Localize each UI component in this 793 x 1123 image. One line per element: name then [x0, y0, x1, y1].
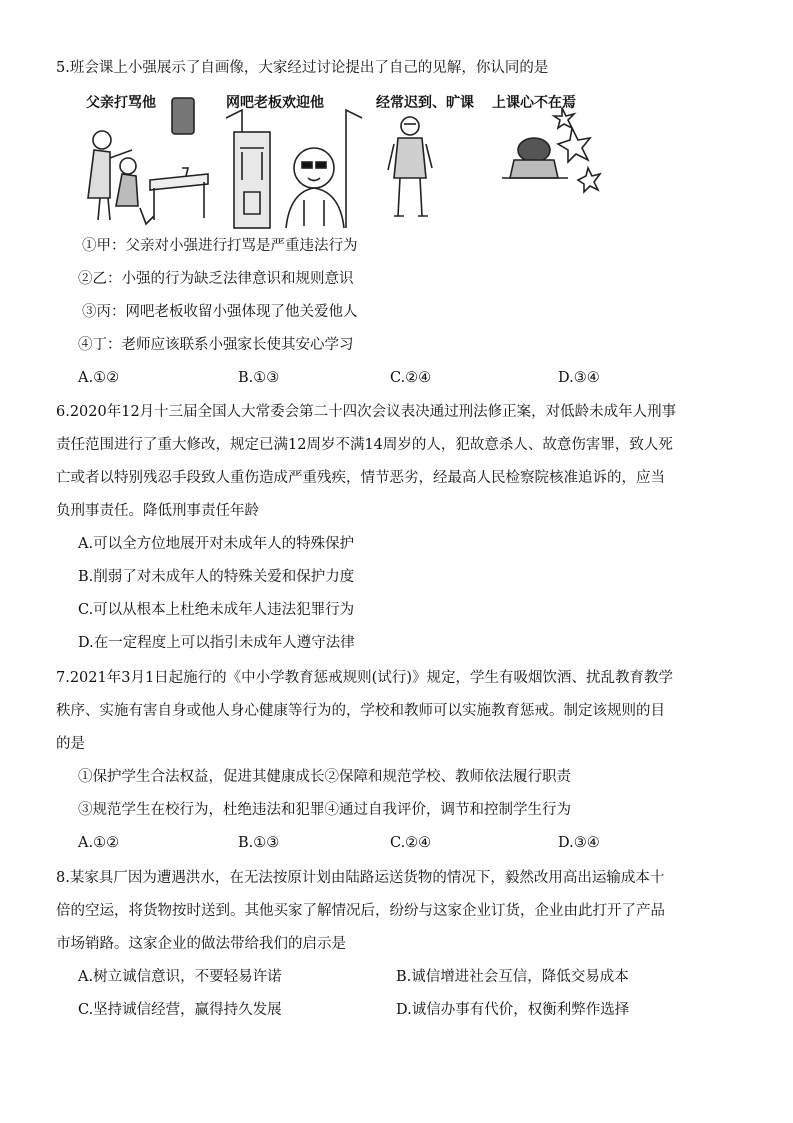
truancy-sketch	[376, 88, 486, 230]
panel-truancy-caption: 经常迟到、旷课	[376, 95, 474, 111]
q6-option-d[interactable]: D.在一定程度上可以指引未成年人遵守法律	[78, 635, 355, 651]
panel-truancy	[376, 88, 486, 230]
q7-option-c[interactable]: C.②④	[390, 835, 432, 851]
q7-stem-line-3: 的是	[56, 736, 85, 752]
q5-option-d[interactable]: D.③④	[558, 370, 600, 386]
q5-option-c[interactable]: C.②④	[390, 370, 432, 386]
question-8	[56, 862, 746, 1027]
panel-netcafe	[222, 88, 368, 230]
netcafe-sketch	[222, 88, 368, 230]
q5-statement-2: ②乙：小强的行为缺乏法律意识和规则意识	[78, 271, 354, 287]
q8-options-row-2	[56, 994, 746, 1027]
q6-stem-line-3: 亡或者以特别残忍手段致人重伤造成严重残疾，情节恶劣，经最高人民检察院核准追诉的，应当	[56, 470, 665, 486]
q8-option-c[interactable]: C.坚持诚信经营，赢得持久发展	[78, 1002, 282, 1018]
q5-statement-1: ①甲：父亲对小强进行打骂是严重违法行为	[82, 238, 358, 254]
q6-option-a[interactable]: A.可以全方位地展开对未成年人的特殊保护	[78, 536, 355, 552]
q5-illustrations	[80, 88, 620, 230]
q5-options	[56, 362, 746, 395]
q8-options-row-1	[56, 961, 746, 994]
q6-stem-line-2: 责任范围进行了重大修改，规定已满12周岁不满14周岁的人，犯故意杀人、故意伤害罪，致人死	[56, 437, 673, 453]
q6-option-b[interactable]: B.削弱了对未成年人的特殊关爱和保护力度	[78, 569, 355, 585]
q6-stem-line-4: 负刑事责任。降低刑事责任年龄	[56, 503, 259, 519]
panel-father-caption: 父亲打骂他	[86, 95, 156, 111]
q7-option-d[interactable]: D.③④	[558, 835, 600, 851]
question-7	[56, 662, 746, 860]
q6-option-c[interactable]: C.可以从根本上杜绝未成年人违法犯罪行为	[78, 602, 355, 618]
q8-option-b[interactable]: B.诚信增进社会互信，降低交易成本	[396, 969, 629, 985]
q5-statement-4: ④丁：老师应该联系小强家长使其安心学习	[78, 337, 354, 353]
question-5	[56, 52, 746, 85]
panel-distracted-caption: 上课心不在焉	[492, 95, 576, 111]
q7-statement-1: ①保护学生合法权益，促进其健康成长②保障和规范学校、教师依法履行职责	[78, 769, 571, 785]
q5-statement-3: ③丙：网吧老板收留小强体现了他关爱他人	[82, 304, 358, 320]
panel-father	[80, 88, 212, 230]
q6-stem-line-1: 6.2020年12月十三届全国人大常委会第二十四次会议表决通过刑法修正案，对低龄未成年人刑事	[56, 404, 677, 420]
panel-netcafe-caption: 网吧老板欢迎他	[226, 95, 324, 111]
q7-stem-line-1: 7.2021年3月1日起施行的《中小学教育惩戒规则(试行)》规定，学生有吸烟饮酒、扰乱教育教学	[56, 670, 673, 686]
q8-stem-line-3: 市场销路。这家企业的做法带给我们的启示是	[56, 936, 346, 952]
q8-stem-line-2: 倍的空运，将货物按时送到。其他买家了解情况后，纷纷与这家企业订货，企业由此打开了产品	[56, 903, 665, 919]
q5-option-b[interactable]: B.①③	[238, 370, 280, 386]
q5-option-a[interactable]: A.①②	[78, 370, 120, 386]
q7-statement-2: ③规范学生在校行为，杜绝违法和犯罪④通过自我评价，调节和控制学生行为	[78, 802, 571, 818]
q7-stem-line-2: 秩序、实施有害自身或他人身心健康等行为的，学校和教师可以实施教育惩戒。制定该规则的目	[56, 703, 665, 719]
q5-statements	[56, 230, 746, 395]
q8-option-a[interactable]: A.树立诚信意识，不要轻易许诺	[78, 969, 282, 985]
q8-option-d[interactable]: D.诚信办事有代价，权衡利弊作选择	[396, 1002, 630, 1018]
q7-option-b[interactable]: B.①③	[238, 835, 280, 851]
father-sketch	[80, 88, 212, 230]
q8-stem-line-1: 8.某家具厂因为遭遇洪水，在无法按原计划由陆路运送货物的情况下，毅然改用高出运输成本十	[56, 870, 665, 886]
question-6	[56, 396, 746, 660]
q7-options	[56, 827, 746, 860]
q7-option-a[interactable]: A.①②	[78, 835, 120, 851]
q5-stem: 5.班会课上小强展示了自画像，大家经过讨论提出了自己的见解，你认同的是	[56, 60, 549, 76]
panel-distracted	[492, 88, 620, 230]
distracted-sketch	[492, 88, 620, 230]
